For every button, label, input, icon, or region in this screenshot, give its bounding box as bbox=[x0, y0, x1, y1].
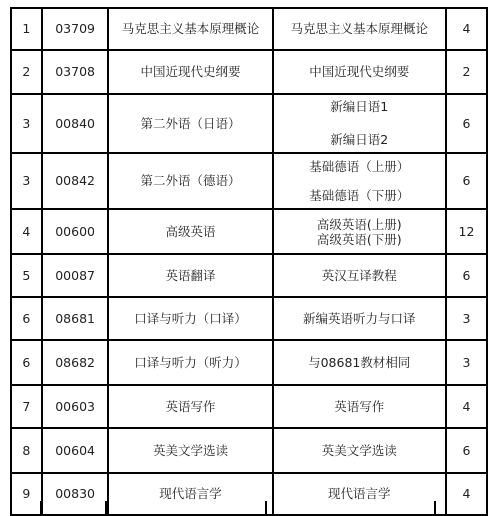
course-code: 00600 bbox=[42, 209, 109, 254]
course-name: 英美文学选读 bbox=[108, 428, 272, 473]
course-name: 现代语言学 bbox=[108, 473, 272, 515]
credits: 6 bbox=[446, 428, 487, 473]
textbook bbox=[273, 209, 446, 254]
course-name: 第二外语（日语） bbox=[108, 94, 272, 153]
table-row bbox=[11, 209, 487, 254]
course-table-container bbox=[10, 7, 488, 516]
row-number: 5 bbox=[11, 254, 42, 297]
course-code: 00842 bbox=[42, 153, 109, 209]
textbook: 英汉互译教程 bbox=[273, 254, 446, 297]
course-name: 口译与听力（听力） bbox=[108, 340, 272, 385]
table-row bbox=[11, 254, 487, 297]
course-name: 中国近现代史纲要 bbox=[108, 50, 272, 94]
course-code: 08682 bbox=[42, 340, 109, 385]
course-table bbox=[10, 7, 488, 516]
course-name: 英语翻译 bbox=[108, 254, 272, 297]
table-row bbox=[11, 153, 487, 209]
textbook bbox=[273, 153, 446, 209]
table-row bbox=[11, 428, 487, 473]
textbook: 马克思主义基本原理概论 bbox=[273, 8, 446, 50]
credits: 3 bbox=[446, 340, 487, 385]
course-name: 英语写作 bbox=[108, 385, 272, 428]
course-code: 00840 bbox=[42, 94, 109, 153]
textbook-line: 新编日语1 bbox=[330, 99, 389, 114]
course-name: 马克思主义基本原理概论 bbox=[108, 8, 272, 50]
credits: 4 bbox=[446, 385, 487, 428]
table-row bbox=[11, 385, 487, 428]
row-number: 6 bbox=[11, 340, 42, 385]
credits: 4 bbox=[446, 473, 487, 515]
table-row bbox=[11, 340, 487, 385]
textbook: 英美文学选读 bbox=[273, 428, 446, 473]
course-name: 第二外语（德语） bbox=[108, 153, 272, 209]
textbook-line: 基础德语（下册） bbox=[309, 187, 410, 203]
textbook-line: 高级英语(下册) bbox=[316, 231, 402, 247]
course-code: 03709 bbox=[42, 8, 109, 50]
row-number: 2 bbox=[11, 50, 42, 94]
textbook: 现代语言学 bbox=[273, 473, 446, 515]
row-number: 7 bbox=[11, 385, 42, 428]
table-row bbox=[11, 94, 487, 153]
textbook-line: 新编日语2 bbox=[330, 132, 389, 147]
row-number: 1 bbox=[11, 8, 42, 50]
textbook: 英语写作 bbox=[273, 385, 446, 428]
credits: 6 bbox=[446, 153, 487, 209]
textbook: 新编英语听力与口译 bbox=[273, 297, 446, 340]
row-number: 9 bbox=[11, 473, 42, 515]
course-name: 口译与听力（口译） bbox=[108, 297, 272, 340]
table-row bbox=[11, 8, 487, 50]
credits: 3 bbox=[446, 297, 487, 340]
textbook: 中国近现代史纲要 bbox=[273, 50, 446, 94]
course-code: 00087 bbox=[42, 254, 109, 297]
credits: 12 bbox=[446, 209, 487, 254]
row-number: 6 bbox=[11, 297, 42, 340]
textbook: 与08681教材相同 bbox=[273, 340, 446, 385]
course-code: 03708 bbox=[42, 50, 109, 94]
textbook-line: 高级英语(上册) bbox=[316, 216, 402, 232]
credits: 4 bbox=[446, 8, 487, 50]
table-row bbox=[11, 297, 487, 340]
row-number: 8 bbox=[11, 428, 42, 473]
course-code: 00830 bbox=[42, 473, 109, 515]
textbook-line: 基础德语（上册） bbox=[309, 158, 410, 174]
course-code: 00604 bbox=[42, 428, 109, 473]
table-row bbox=[11, 50, 487, 94]
credits: 6 bbox=[446, 94, 487, 153]
course-code: 00603 bbox=[42, 385, 109, 428]
row-number: 3 bbox=[11, 153, 42, 209]
row-number: 3 bbox=[11, 94, 42, 153]
credits: 2 bbox=[446, 50, 487, 94]
course-code: 08681 bbox=[42, 297, 109, 340]
textbook bbox=[273, 94, 446, 153]
course-name: 高级英语 bbox=[108, 209, 272, 254]
credits: 6 bbox=[446, 254, 487, 297]
next-row-border-stub bbox=[10, 501, 488, 514]
row-number: 4 bbox=[11, 209, 42, 254]
